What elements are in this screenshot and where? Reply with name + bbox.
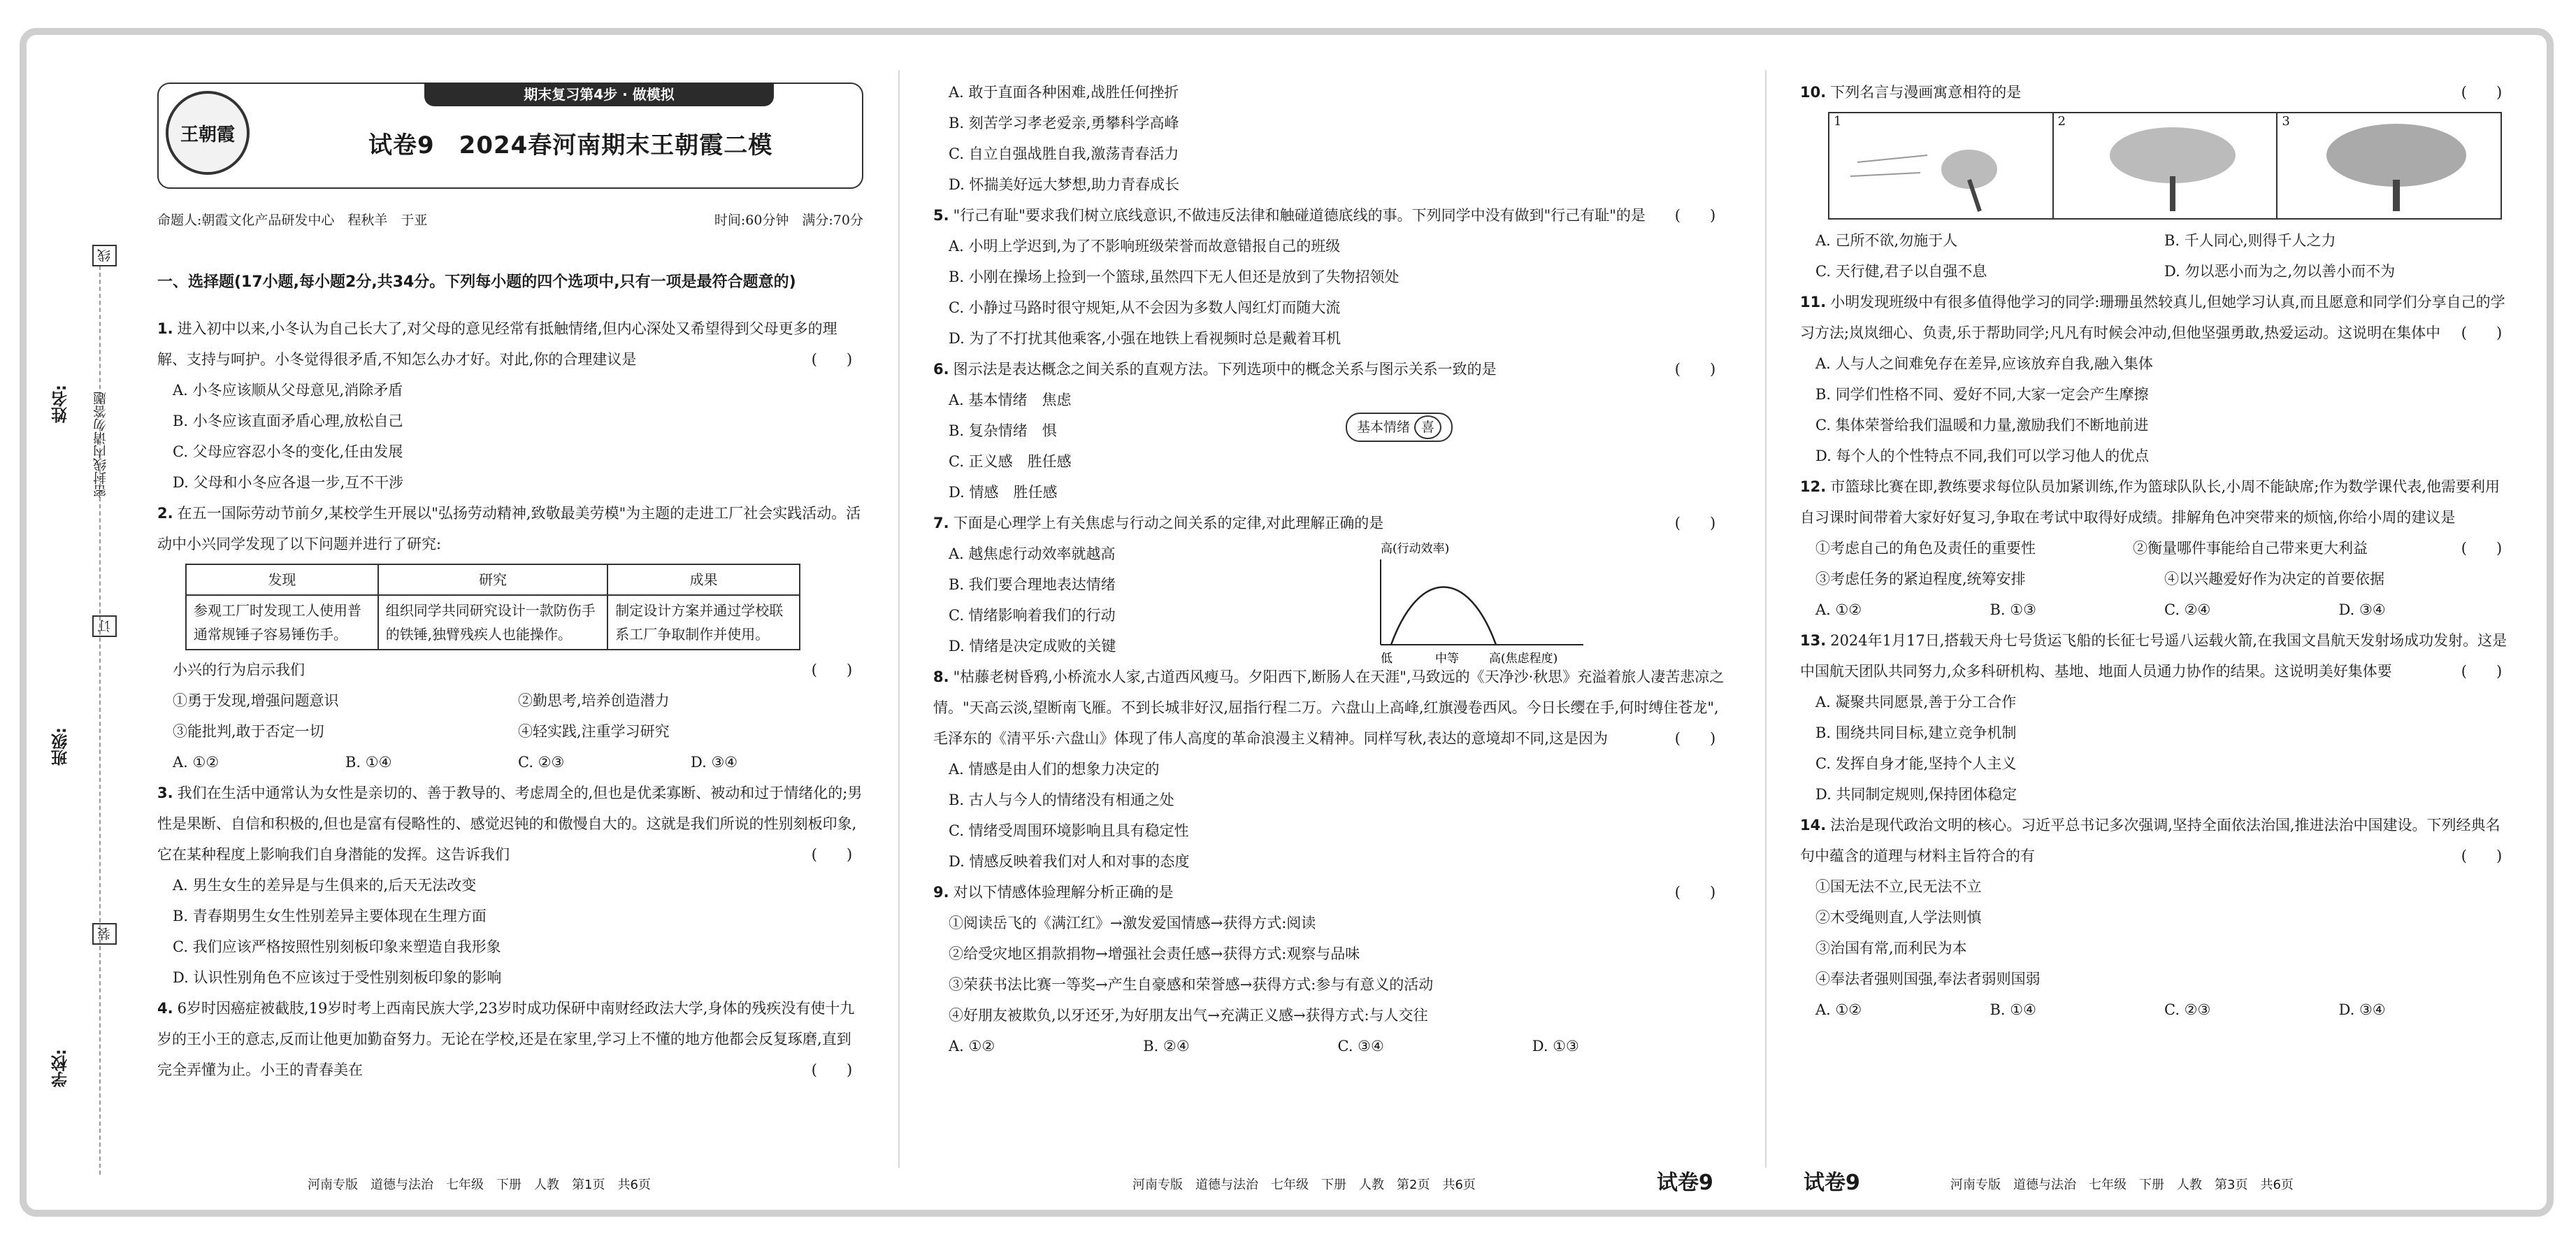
statement: ④好朋友被欺负,以牙还牙,为好朋友出气→充满正义感→获得方式:与人交往 bbox=[949, 1007, 1428, 1024]
statement: ④以兴趣爱好作为决定的首要依据 bbox=[2164, 571, 2384, 587]
answer-paren: ( ) bbox=[811, 1061, 853, 1078]
question-stem: 在五一国际劳动节前夕,某校学生开展以"弘扬劳动精神,致敬最美劳模"为主题的走进工厂社会实践活动。活动中小兴同学发现了以下问题并进行了研究: bbox=[157, 505, 861, 552]
question-3 bbox=[157, 778, 863, 993]
answer-paren: ( ) bbox=[2461, 663, 2503, 680]
question-2 bbox=[157, 498, 863, 778]
question-number: 9. bbox=[933, 884, 949, 901]
seal-mark-xian: 线 bbox=[92, 245, 117, 266]
option-d: D. 情感反映着我们对人和对事的态度 bbox=[949, 853, 1190, 870]
question-stem: "行己有耻"要求我们树立底线意识,不做违反法律和触碰道德底线的事。下列同学中没有做到"行己有耻"的是 bbox=[953, 207, 1646, 224]
answer-paren: ( ) bbox=[811, 351, 853, 368]
comic-strip bbox=[1828, 112, 2502, 220]
question-number: 1. bbox=[157, 320, 173, 337]
question-stem: 进入初中以来,小冬认为自己长大了,对父母的意见经常有抵触情绪,但内心深处又希望得到父母更多的理解、支持与呵护。小冬觉得很矛盾,不知怎么办才好。对此,你的合理建议是 bbox=[157, 320, 837, 368]
answer-paren: ( ) bbox=[2461, 324, 2503, 341]
option-b: B. ①④ bbox=[1989, 1001, 2036, 1018]
question-4-options bbox=[933, 77, 1727, 200]
option-c: C. 集体荣誉给我们温暖和力量,激励我们不断地前进 bbox=[1815, 417, 2149, 434]
tree-in-wind-illustration bbox=[2054, 113, 2276, 215]
section-title: 一、选择题(17小题,每小题2分,共34分。下列每小题的四个选项中,只有一项是最符合题意的) bbox=[157, 273, 796, 291]
question-number: 6. bbox=[933, 361, 949, 378]
statement: ③考虑任务的紧迫程度,统筹安排 bbox=[1815, 571, 2026, 587]
option-a: A. ①② bbox=[1815, 1001, 1862, 1018]
option-d: D. 怀揣美好远大梦想,助力青春成长 bbox=[949, 176, 1180, 193]
question-6 bbox=[933, 354, 1727, 508]
review-step-tab: 期末复习第4步 · 做模拟 bbox=[424, 83, 774, 106]
tree-in-wind-illustration bbox=[2278, 113, 2500, 215]
graph-x-label: 高(焦虑程度) bbox=[1489, 652, 1558, 666]
question-number: 12. bbox=[1800, 478, 1827, 495]
column-1 bbox=[157, 252, 863, 1085]
answer-paren: ( ) bbox=[2461, 848, 2503, 864]
option-b: B. 小冬应该直面矛盾心理,放松自己 bbox=[173, 413, 403, 429]
question-13 bbox=[1800, 625, 2513, 810]
option-a: A. 越焦虑行动效率就越高 bbox=[949, 545, 1116, 562]
exam-header bbox=[157, 83, 863, 189]
option-c: C. 情绪影响着我们的行动 bbox=[949, 607, 1116, 624]
option-b: B. 我们要合理地表达情绪 bbox=[949, 576, 1116, 593]
page-footer: 河南专版 道德与法治 七年级 下册 人教 第2页 共6页 bbox=[1132, 1178, 1476, 1192]
option-a: A. 小冬应该顺从父母意见,消除矛盾 bbox=[173, 382, 403, 399]
seal-mark-zhuang: 装 bbox=[92, 923, 117, 945]
column-divider bbox=[1765, 70, 1766, 1168]
option-c: C. ②③ bbox=[518, 754, 565, 771]
option-b: B. 刻苦学习孝老爱亲,勇攀科学高峰 bbox=[949, 115, 1179, 131]
question-12 bbox=[1800, 471, 2513, 625]
option-d: D. 情感 胜任感 bbox=[949, 484, 1058, 501]
question-number: 13. bbox=[1800, 632, 1827, 649]
option-a: A. 人与人之间难免存在差异,应该放弃自我,融入集体 bbox=[1815, 355, 2153, 372]
question-5 bbox=[933, 200, 1727, 354]
comic-panel bbox=[2054, 113, 2278, 218]
seal-mark-ding: 订 bbox=[92, 615, 117, 637]
statement: ③荣获书法比赛一等奖→产生自豪感和荣誉感→获得方式:参与有意义的活动 bbox=[949, 976, 1434, 993]
tree-in-wind-illustration bbox=[1829, 113, 2052, 215]
question-number: 5. bbox=[933, 207, 949, 224]
table-cell: 参观工厂时发现工人使用普通常规锤子容易锤伤手。 bbox=[186, 595, 378, 650]
question-stem: 图示法是表达概念之间关系的直观方法。下列选项中的概念关系与图示关系一致的是 bbox=[953, 361, 1497, 378]
option-b: B. 同学们性格不同、爱好不同,大家一定会产生摩擦 bbox=[1815, 386, 2149, 403]
option-b: B. ②④ bbox=[1143, 1038, 1190, 1055]
question-14 bbox=[1800, 810, 2513, 1025]
option-c: C. 自立自强战胜自我,激荡青春活力 bbox=[949, 145, 1179, 162]
answer-paren: ( ) bbox=[1674, 361, 1716, 378]
question-number: 11. bbox=[1800, 294, 1827, 310]
statement: ④轻实践,注重学习研究 bbox=[518, 723, 670, 740]
graph-low-label: 低 bbox=[1381, 652, 1393, 666]
answer-paren: ( ) bbox=[1674, 884, 1716, 901]
answer-paren: ( ) bbox=[811, 662, 853, 678]
research-table bbox=[185, 564, 800, 650]
option-d: D. 为了不打扰其他乘客,小强在地铁上看视频时总是戴着耳机 bbox=[949, 330, 1341, 347]
option-a: A. 小明上学迟到,为了不影响班级荣誉而故意错报自己的班级 bbox=[949, 238, 1341, 255]
question-stem: 6岁时因癌症被截肢,19岁时考上西南民族大学,23岁时成功保研中南财经政法大学,身体的残疾没有使十九岁的王小王的意志,反而让他更加勤奋努力。无论在学校,还是在家里,学习上不懂的地方他都会反复琢磨,直到完全弄懂为止。小王的青春美在 bbox=[157, 1000, 855, 1078]
exam-meta bbox=[157, 210, 863, 229]
question-number: 2. bbox=[157, 505, 173, 522]
table-cell: 制定设计方案并通过学校联系工厂争取制作并使用。 bbox=[607, 595, 800, 650]
option-d: D. ①③ bbox=[1532, 1038, 1579, 1055]
school-label: 学校: bbox=[52, 1049, 70, 1088]
diagram-inner-label: 喜 bbox=[1414, 415, 1441, 439]
answer-paren: ( ) bbox=[1674, 207, 1716, 224]
name-label: 姓名: bbox=[52, 385, 70, 424]
option-b: B. 千人同心,则得千人之力 bbox=[2164, 232, 2336, 249]
option-a: A. 情感是由人们的想象力决定的 bbox=[949, 761, 1160, 778]
table-header: 研究 bbox=[378, 564, 608, 595]
question-number: 7. bbox=[933, 515, 949, 531]
option-c: C. ②③ bbox=[2164, 1001, 2211, 1018]
question-number: 4. bbox=[157, 1000, 173, 1017]
statement: ①勇于发现,增强问题意识 bbox=[173, 692, 339, 709]
panel-number: 1 bbox=[1834, 114, 1842, 129]
question-4 bbox=[157, 993, 863, 1085]
option-d: D. ③④ bbox=[691, 754, 738, 771]
option-d: D. ③④ bbox=[2338, 1001, 2386, 1018]
answer-paren: ( ) bbox=[1674, 730, 1716, 747]
option-c: C. 正义感 胜任感 bbox=[949, 453, 1072, 470]
option-c: C. 发挥自身才能,坚持个人主义 bbox=[1815, 755, 2017, 772]
option-c: C. 我们应该严格按照性别刻板印象来塑造自我形象 bbox=[173, 938, 501, 955]
statement: ①阅读岳飞的《满江红》→激发爱国情感→获得方式:阅读 bbox=[949, 915, 1316, 931]
statement: ①国无法不立,民无法不立 bbox=[1815, 878, 1982, 895]
question-11 bbox=[1800, 287, 2513, 471]
option-a: A. 凝聚共同愿景,善于分工合作 bbox=[1815, 694, 2017, 710]
question-stem: 我们在生活中通常认为女性是亲切的、善于教导的、考虑周全的,但也是优柔寡断、被动和过于情绪化的;男性是果断、自信和积极的,但也是富有侵略性的、感觉迟钝的和傲慢自大的。这就是我们所说的性别刻板印象,它在某种程度上影响我们自身潜能的发挥。这告诉我们 bbox=[157, 785, 863, 863]
diagram-outer-label: 基本情绪 bbox=[1357, 420, 1411, 435]
brand-logo: 王朝霞 bbox=[166, 91, 250, 175]
binding-margin bbox=[49, 249, 126, 1175]
graph-mid-label: 中等 bbox=[1435, 652, 1459, 666]
answer-paren: ( ) bbox=[2461, 540, 2503, 557]
column-3 bbox=[1800, 77, 2513, 1025]
option-d: D. 每个人的个性特点不同,我们可以学习他人的优点 bbox=[1815, 448, 2150, 464]
column-divider bbox=[898, 70, 900, 1168]
option-d: D. ③④ bbox=[2338, 601, 2386, 618]
concept-diagram bbox=[1346, 411, 1453, 442]
question-9 bbox=[933, 877, 1727, 1061]
option-d: D. 父母和小冬应各退一步,互不干涉 bbox=[173, 474, 404, 491]
option-a: A. 己所不欲,勿施于人 bbox=[1815, 232, 1958, 249]
option-b: B. 古人与今人的情绪没有相通之处 bbox=[949, 792, 1174, 808]
option-d: D. 认识性别角色不应该过于受性别刻板印象的影响 bbox=[173, 969, 502, 986]
question-stem: 下列名言与漫画寓意相符的是 bbox=[1830, 84, 2022, 101]
time-score: 时间:60分钟 满分:70分 bbox=[714, 213, 863, 228]
paper-label: 试卷9 bbox=[1804, 1171, 1860, 1195]
option-d: D. 共同制定规则,保持团体稳定 bbox=[1815, 786, 2017, 803]
option-b: B. ①③ bbox=[1989, 601, 2036, 618]
statement: ③能批判,敢于否定一切 bbox=[173, 723, 324, 740]
panel-number: 3 bbox=[2282, 114, 2290, 129]
comic-panel bbox=[2278, 113, 2501, 218]
option-b: B. 围绕共同目标,建立竞争机制 bbox=[1815, 724, 2017, 741]
question-8 bbox=[933, 662, 1727, 877]
question-number: 10. bbox=[1800, 84, 1827, 101]
option-c: C. ②④ bbox=[2164, 601, 2211, 618]
anxiety-efficiency-graph bbox=[1353, 540, 1604, 666]
statement: ①考虑自己的角色及责任的重要性 bbox=[1815, 540, 2036, 557]
question-stem: 2024年1月17日,搭载天舟七号货运飞船的长征七号遥八运载火箭,在我国文昌航天发射场成功发射。这是中国航天团队共同努力,众多科研机构、基地、地面人员通力协作的结果。这说明美好集体要 bbox=[1800, 632, 2507, 680]
question-10 bbox=[1800, 77, 2513, 287]
option-c: C. ③④ bbox=[1337, 1038, 1384, 1055]
question-number: 8. bbox=[933, 669, 949, 685]
question-1 bbox=[157, 313, 863, 498]
option-a: A. ①② bbox=[949, 1038, 995, 1055]
statement: ②木受绳则直,人学法则慎 bbox=[1815, 909, 1982, 926]
answer-paren: ( ) bbox=[2461, 84, 2503, 101]
option-a: A. 基本情绪 焦虑 bbox=[949, 392, 1072, 408]
question-stem: "枯藤老树昏鸦,小桥流水人家,古道西风瘦马。夕阳西下,断肠人在天涯",马致远的《天净沙·秋思》充溢着旅人凄苦悲凉之情。"天高云淡,望断南飞雁。不到长城非好汉,屈指行程二万。六盘山上高峰,红旗漫卷西风。今日长缨在手,何时缚住苍龙",毛泽东的《清平乐·六盘山》体现了伟人高度的革命浪漫主义精神。同样写秋,表达的意境却不同,这是因为 bbox=[933, 669, 1725, 747]
exam-title: 试卷9 2024春河南期末王朝霞二模 bbox=[368, 131, 773, 159]
answer-paren: ( ) bbox=[811, 846, 853, 863]
option-a: A. ①② bbox=[1815, 601, 1862, 618]
statement: ②勤思考,培养创造潜力 bbox=[518, 692, 670, 709]
statement: ②衡量哪件事能给自己带来更大利益 bbox=[2133, 540, 2368, 557]
class-label: 班级: bbox=[52, 727, 70, 766]
panel-number: 2 bbox=[2057, 114, 2066, 129]
option-a: A. 敢于直面各种困难,战胜任何挫折 bbox=[949, 84, 1179, 101]
answer-paren: ( ) bbox=[1674, 515, 1716, 531]
statement: ②给受灾地区捐款捐物→增强社会责任感→获得方式:观察与品味 bbox=[949, 945, 1360, 962]
option-c: C. 父母应容忍小冬的变化,任由发展 bbox=[173, 443, 403, 460]
option-d: D. 勿以恶小而为之,勿以善小而不为 bbox=[2164, 263, 2396, 280]
question-stem: 法治是现代政治文明的核心。习近平总书记多次强调,坚持全面依法治国,推进法治中国建设。下列经典名句中蕴含的道理与材料主旨符合的有 bbox=[1800, 817, 2501, 864]
option-b: B. 小刚在操场上捡到一个篮球,虽然四下无人但还是放到了失物招领处 bbox=[949, 269, 1399, 285]
question-stem: 市篮球比赛在即,教练要求每位队员加紧训练,作为篮球队队长,小周不能缺席;作为数学课代表,他需要利用自习课时间带着大家好好复习,争取在考试中取得好成绩。排解角色冲突带来的烦恼,你给小周的建议是 bbox=[1800, 478, 2500, 526]
statement: ④奉法者强则国强,奉法者弱则国弱 bbox=[1815, 971, 2041, 987]
question-stem: 小明发现班级中有很多值得他学习的同学:珊珊虽然较真儿,但她学习认真,而且愿意和同学们分享自己的学习方法;岚岚细心、负责,乐于帮助同学;凡凡有时候会冲动,但他坚强勇敢,热爱运动。这说明在集体中 bbox=[1800, 294, 2505, 341]
table-cell: 组织同学共同研究设计一款防伤手的铁锤,独臂残疾人也能操作。 bbox=[378, 595, 608, 650]
paper-label: 试卷9 bbox=[1657, 1171, 1713, 1195]
question-stem: 下面是心理学上有关焦虑与行动之间关系的定律,对此理解正确的是 bbox=[953, 515, 1384, 531]
table-header: 发现 bbox=[186, 564, 378, 595]
question-7 bbox=[933, 508, 1727, 666]
question-number: 14. bbox=[1800, 817, 1827, 834]
sub-question: 小兴的行为启示我们 bbox=[173, 662, 305, 678]
comic-panel bbox=[1829, 113, 2054, 218]
table-header: 成果 bbox=[607, 564, 800, 595]
page-footer: 河南专版 道德与法治 七年级 下册 人教 第1页 共6页 bbox=[308, 1178, 651, 1192]
seal-notice: 密封线内请勿答题 bbox=[93, 392, 108, 498]
question-number: 3. bbox=[157, 785, 173, 801]
author-line: 命题人:朝霞文化产品研发中心 程秋羊 于亚 bbox=[157, 213, 428, 228]
option-b: B. ①④ bbox=[345, 754, 392, 771]
question-stem: 对以下情感体验理解分析正确的是 bbox=[953, 884, 1174, 901]
page-footer: 河南专版 道德与法治 七年级 下册 人教 第3页 共6页 bbox=[1950, 1178, 2294, 1192]
option-b: B. 复杂情绪 惧 bbox=[949, 422, 1057, 439]
option-c: C. 小静过马路时很守规矩,从不会因为多数人闯红灯而随大流 bbox=[949, 299, 1341, 316]
option-c: C. 天行健,君子以自强不息 bbox=[1815, 263, 1987, 280]
option-a: A. ①② bbox=[173, 754, 220, 771]
option-d: D. 情绪是决定成败的关键 bbox=[949, 638, 1116, 655]
statement: ③治国有常,而利民为本 bbox=[1815, 940, 1967, 957]
column-2 bbox=[933, 77, 1727, 1061]
option-a: A. 男生女生的差异是与生俱来的,后天无法改变 bbox=[173, 877, 477, 894]
inverted-u-curve bbox=[1391, 587, 1496, 645]
option-b: B. 青春期男生女生性别差异主要体现在生理方面 bbox=[173, 908, 487, 924]
option-c: C. 情绪受周围环境影响且具有稳定性 bbox=[949, 822, 1189, 839]
graph-y-label: 高(行动效率) bbox=[1381, 542, 1450, 556]
